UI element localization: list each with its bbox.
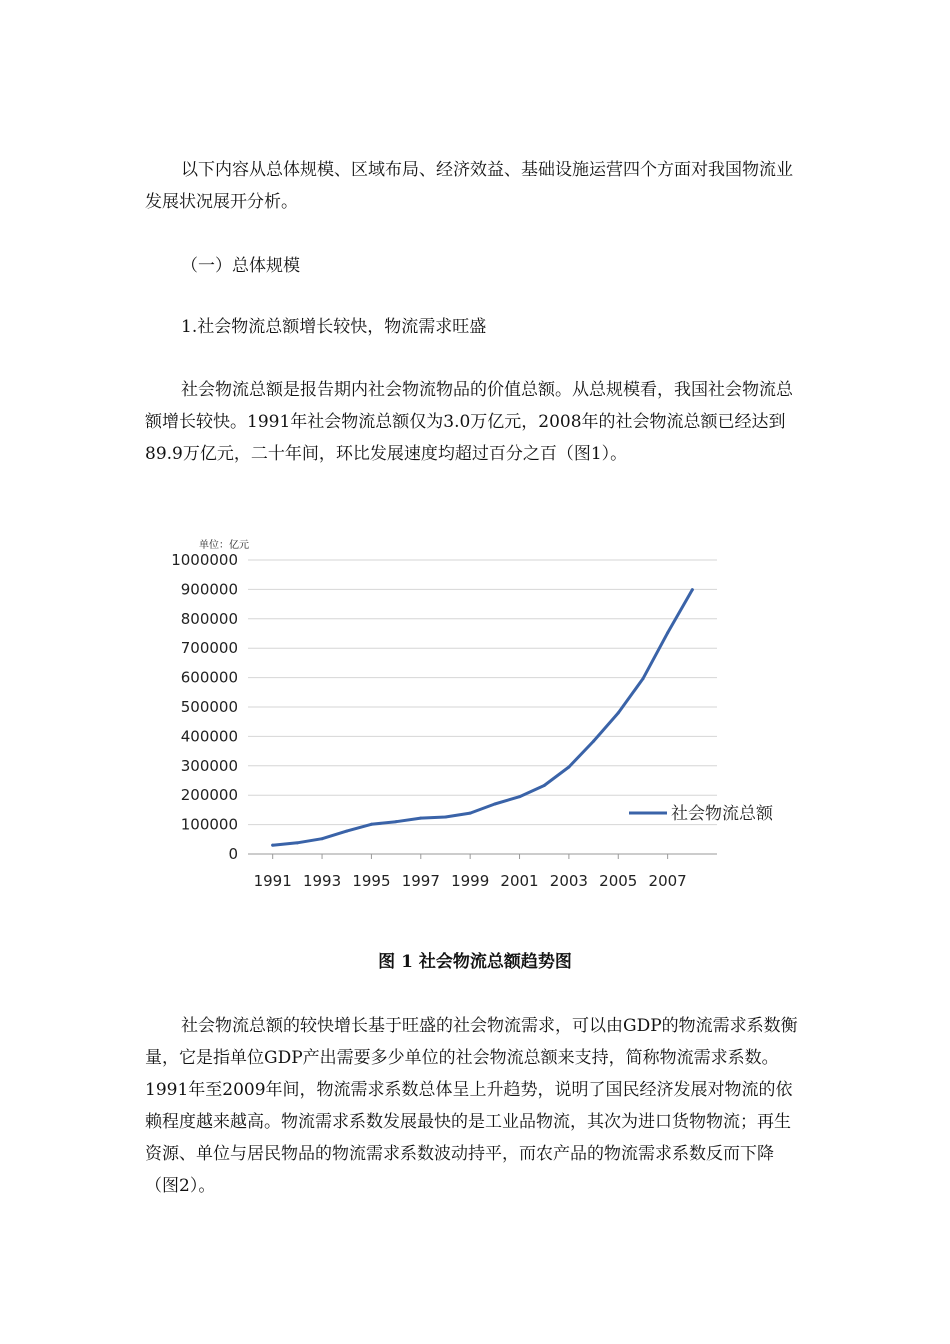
y-tick-label: 800000 [180,609,238,628]
data-point [296,841,299,844]
data-point [419,817,422,820]
y-tick-label: 300000 [180,756,238,775]
y-tick-label: 500000 [180,698,238,716]
data-point [543,784,546,787]
x-tick-label: 1999 [451,872,490,890]
data-point [469,812,472,815]
x-tick-label: 1995 [352,872,391,890]
x-tick-label: 2003 [549,872,588,890]
data-point [592,740,595,743]
line-chart [145,528,805,908]
data-point [395,820,398,823]
data-point [370,823,373,826]
data-point [666,631,669,634]
x-tick-label: 1997 [401,872,440,890]
data-point [617,711,620,714]
x-tick-label: 2001 [500,872,539,890]
y-tick-label: 100000 [180,815,238,834]
x-tick-label: 2007 [648,872,687,890]
data-point [567,765,570,768]
x-tick-label: 2005 [599,872,638,890]
body-paragraph-1: 社会物流总额是报告期内社会物流物品的价值总额。从总规模看，我国社会物流总额增长较快。1991年社会物流总额仅为3.0万亿元，2008年的社会物流总额已经达到89.9万亿元，二十年间，环比发展速度均超过百分之百（图1）。 [145,380,793,464]
y-tick-label: 200000 [180,786,238,805]
sub-heading: 1.社会物流总额增长较快，物流需求旺盛 [181,317,487,337]
x-tick-label: 1991 [253,872,292,890]
intro-paragraph: 以下内容从总体规模、区域布局、经济效益、基础设施运营四个方面对我国物流业发展状况展开分析。 [145,160,793,212]
section-heading: （一）总体规模 [181,256,300,276]
data-point [691,588,694,591]
data-point [493,803,496,806]
data-point [444,815,447,818]
x-tick-label: 1993 [302,872,342,890]
data-point [641,677,644,680]
data-point [345,830,348,833]
y-tick-label: 700000 [180,639,238,658]
y-tick-label: 0 [228,845,238,863]
data-point [518,795,521,798]
body-paragraph-2: 社会物流总额的较快增长基于旺盛的社会物流需求，可以由GDP的物流需求系数衡量，它是指单位GDP产出需要多少单位的社会物流总额来支持，简称物流需求系数。1991年至2009年间，物流需求系数总体呈上升趋势，说明了国民经济发展对物流的依赖程度越来越高。物流需求系数发展最快的是工业品物流，其次为进口货物物流；再生资源、单位与居民物品的物流需求系数波动持平，而农产品的物流需求系数反而下降（图2）。 [145,1016,798,1196]
figure-caption: 图 1 社会物流总额趋势图 [378,952,572,972]
y-tick-label: 400000 [180,727,238,746]
data-point [321,837,324,840]
series-line [273,590,693,846]
y-tick-label: 1000000 [171,551,238,569]
unit-label: 单位：亿元 [199,540,249,551]
y-tick-label: 600000 [180,668,238,687]
data-point [271,844,274,847]
legend-label: 社会物流总额 [671,804,773,824]
y-tick-label: 900000 [180,580,238,599]
